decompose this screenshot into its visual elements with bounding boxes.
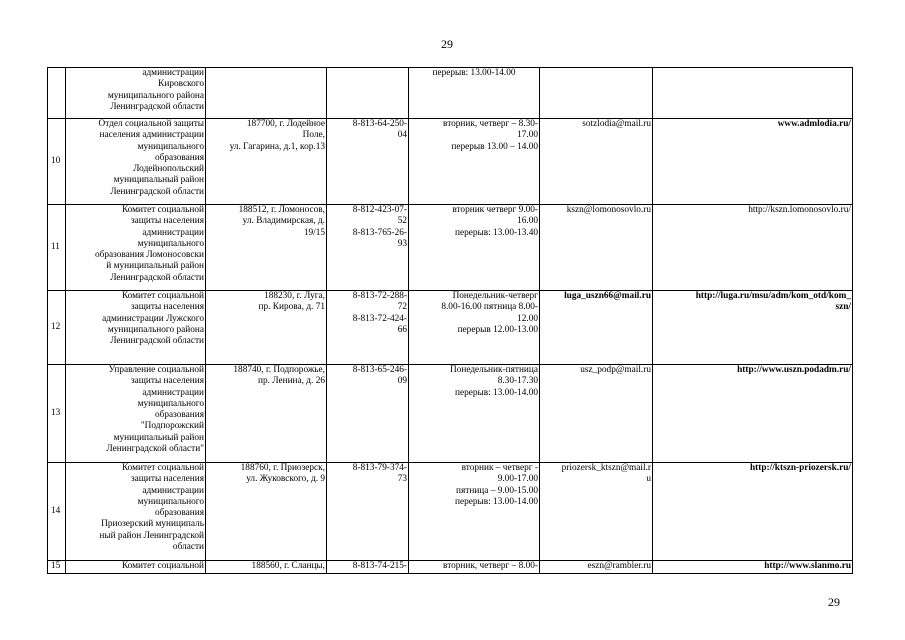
phone-cell [327,205,409,291]
website-link[interactable]: http://kszn.lomonosovlo.ru/ [748,205,851,215]
row-number: 11 [48,205,66,291]
org-cell [66,291,206,365]
hours-cell [409,205,540,291]
hours-cell [409,561,540,574]
address-line: 188512, г. Ломоносов, [238,205,325,215]
address-line: 188230, г. Луга, [264,291,325,301]
email-cell [540,68,653,119]
org-line: Кировского [158,79,204,90]
phone-line: 8-813-64-250- [352,119,407,129]
hours-line: пятница – 9.00-15.00 [456,485,538,496]
email-link[interactable]: eszn@rambler.ru [587,561,651,571]
org-line: администрации [142,387,204,398]
org-line: образования [154,152,204,163]
org-line: администрации [142,485,204,496]
org-line: Лодейнопольский [133,164,204,175]
hours-line: перерыв 13.00 – 14.00 [451,141,538,152]
hours-line: перерыв: 13.00-14.00 [454,387,538,398]
table-row [48,463,853,561]
table-row [48,561,853,574]
email-cell [540,561,653,574]
address-line: пр. Кирова, д. 71 [258,302,325,313]
org-line: й муниципальный район [106,261,204,272]
org-line: муниципального [137,496,204,507]
email-link[interactable]: kszn@lomonosovlo.ru [566,205,651,215]
org-cell [66,205,206,291]
website-cell [653,205,853,291]
website-link[interactable]: http://luga.ru/msu/adm/kom_otd/kom_ [695,291,851,301]
hours-line: перерыв 12.00-13.00 [457,324,538,335]
org-line: защиты населения [130,216,204,227]
table-row [48,365,853,463]
phone-line: 8-813-765-26- [352,227,407,238]
address-line: ул. Гагарина, д.1, кор.13 [229,141,325,152]
address-cell [206,561,327,574]
page-number-top: 29 [441,37,453,51]
row-number: 15 [48,561,66,574]
email-cell [540,291,653,365]
email-link[interactable]: u [646,474,651,485]
phone-line: 73 [397,474,407,485]
phone-line: 8-813-79-374- [352,463,407,473]
address-cell [206,291,327,365]
hours-line: 8.00-16.00 пятница 8.00- [441,302,538,313]
address-cell [206,463,327,561]
org-cell [66,119,206,205]
address-line: 188760, г. Приозерск, [240,463,325,473]
phone-line: 8-813-72-288- [352,291,407,301]
table-row [48,68,853,119]
email-cell [540,365,653,463]
org-line: муниципального [137,141,204,152]
table-row [48,119,853,205]
website-link[interactable]: http://ktszn-priozersk.ru/ [750,463,851,473]
org-cell [66,463,206,561]
phone-cell [327,463,409,561]
hours-line: Понедельник-четверг [452,291,538,301]
hours-cell [409,68,540,119]
website-cell [653,463,853,561]
hours-line: вторник, четверг – 8.30- [443,119,538,129]
phone-cell [327,291,409,365]
hours-line: вторник – четверг - [461,463,538,473]
org-line: ный район Ленинградской [99,530,204,541]
row-number [48,68,66,119]
phone-cell [327,119,409,205]
row-number: 14 [48,463,66,561]
org-line: образования Ломоносовски [94,250,204,261]
org-line: Ленинградской области" [106,444,204,455]
phone-line: 04 [397,130,407,141]
org-line: Ленинградской области [110,272,204,283]
email-link[interactable]: usz_podp@mail.ru [580,365,651,375]
org-line: образования [154,410,204,421]
phone-cell [327,68,409,119]
hours-line: перерыв: 13.00-13.40 [454,227,538,238]
email-cell [540,463,653,561]
org-line: муниципальный район [113,175,204,186]
phone-cell [327,365,409,463]
email-link[interactable]: sotzlodia@mail.ru [582,119,651,129]
address-line: 187700, г. Лодейное [246,119,325,129]
website-link[interactable]: szn/ [835,302,851,313]
hours-cell [409,119,540,205]
row-number: 12 [48,291,66,365]
address-line: ул. Жуковского, д. 9 [246,474,325,485]
address-line: ул. Владимирская, д. [242,216,325,227]
row-number: 13 [48,365,66,463]
email-text[interactable]: luga_uszn66@mail.ru [564,291,651,301]
table-row [48,205,853,291]
org-line: Управление социальной [108,365,204,375]
address-cell [206,119,327,205]
hours-line: 17.00 [517,130,538,141]
phone-line: 8-813-72-424- [352,313,407,324]
hours-line: вторник четверг 9.00- [452,205,538,215]
table-row [48,291,853,365]
address-cell [206,205,327,291]
org-line: Комитет социальной [121,463,204,473]
hours-line: перерыв: 13.00-14.00 [454,496,538,507]
phone-line: 66 [397,324,407,335]
page-number-bottom: 29 [828,595,840,609]
org-line: Ленинградской области [110,186,204,197]
address-cell [206,68,327,119]
org-line: администрации Лужского [102,313,204,324]
hours-line: 9.00-17.00 [497,474,538,485]
org-line: защиты населения [130,302,204,313]
org-line: Комитет социальной [121,561,204,571]
hours-cell [409,463,540,561]
email-cell [540,205,653,291]
phone-line: 8-813-65-246- [352,365,407,375]
phone-line: 8-813-74-215- [352,561,407,571]
phone-line: 09 [397,376,407,387]
website-link[interactable]: http://www.uszn.podadm.ru/ [737,365,851,375]
org-line: Ленинградской области [110,101,204,112]
org-line: населения администрации [99,130,204,141]
org-line: "Подпорожский [140,421,204,432]
org-cell [66,365,206,463]
website-cell [653,561,853,574]
org-line: муниципального [137,238,204,249]
address-cell [206,365,327,463]
org-cell [66,561,206,574]
website-link[interactable]: www.admlodia.ru/ [777,119,851,129]
row-number: 10 [48,119,66,205]
hours-cell [409,291,540,365]
address-line: 19/15 [303,227,325,238]
hours-line: Понедельник-пятница [449,365,538,375]
org-line: Комитет социальной [121,205,204,215]
website-cell [653,365,853,463]
hours-line: 16.00 [517,216,538,227]
address-line: Поле, [302,130,325,141]
address-line: пр. Ленина, д. 26 [257,376,325,387]
org-line: Ленинградской области [110,336,204,347]
org-line: Приозерский муниципаль [101,519,204,530]
address-line: 188740, г. Подпорожье, [233,365,325,375]
hours-line: 12.00 [517,313,538,324]
org-line: муниципального района [107,324,204,335]
phone-line: 52 [397,216,407,227]
org-line: Отдел социальной защиты [98,119,204,129]
org-line: образования [154,508,204,519]
website-cell [653,291,853,365]
org-line: области [172,542,204,553]
website-cell [653,119,853,205]
org-line: администрации [142,227,204,238]
phone-cell [327,561,409,574]
org-line: муниципального района [107,90,204,101]
website-link[interactable]: http://www.slanmo.ru [764,561,851,571]
org-line: муниципальный район [113,432,204,443]
phone-line: 93 [397,238,407,249]
email-link[interactable]: priozersk_ktszn@mail.r [561,463,651,473]
phone-line: 8-812-423-07- [352,205,407,215]
hours-line: 8.30-17.30 [497,376,538,387]
phone-line: 72 [397,302,407,313]
org-cell [66,68,206,119]
social-protection-table [47,67,853,574]
hours-cell [409,365,540,463]
hours-line: перерыв: 13.00-14.00 [432,68,516,78]
org-line: защиты населения [130,376,204,387]
org-line: защиты населения [130,474,204,485]
address-line: 188560, г. Сланцы, [251,561,325,571]
org-line: Комитет социальной [121,291,204,301]
hours-line: вторник, четверг – 8.00- [443,561,538,571]
org-line: муниципального [137,398,204,409]
website-cell [653,68,853,119]
email-cell [540,119,653,205]
org-line: администрации [142,68,204,78]
